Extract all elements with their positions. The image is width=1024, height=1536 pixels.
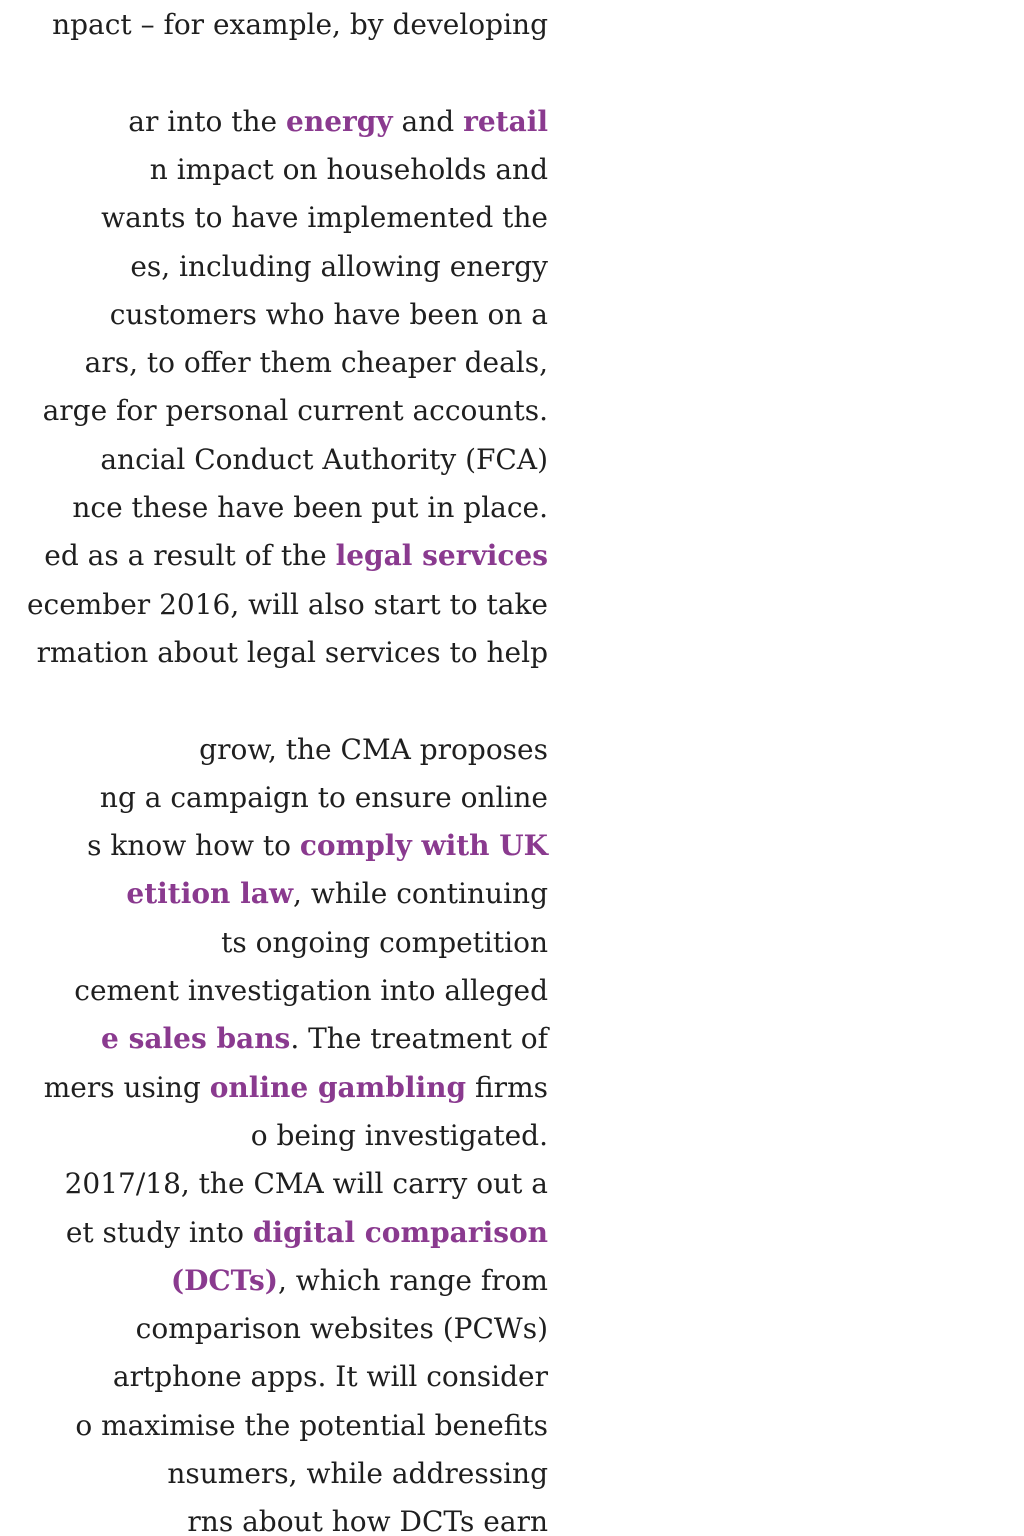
- text-line: [113, 1353, 548, 1401]
- text-segment: npact – for example, by developing: [52, 8, 548, 41]
- text-line: [199, 726, 548, 774]
- highlighted-term: e sales bans: [101, 1022, 291, 1056]
- text-segment: es, including allowing energy: [130, 249, 548, 283]
- text-line: [27, 581, 548, 629]
- text-line: [101, 1015, 548, 1063]
- text-line: [171, 1257, 548, 1305]
- text-line: [65, 1160, 548, 1208]
- text-line: [43, 387, 548, 435]
- text-line: [100, 436, 548, 484]
- text-line: [221, 919, 548, 967]
- text-segment: ng a campaign to ensure online: [99, 780, 548, 814]
- text-segment: o being investigated.: [250, 1118, 548, 1152]
- text-line: [136, 1305, 548, 1353]
- text-segment: ancial Conduct Authority (FCA): [100, 442, 548, 476]
- highlighted-term: (DCTs): [170, 1263, 278, 1297]
- text-line: [74, 967, 548, 1015]
- highlighted-term: etition law: [126, 877, 294, 911]
- text-segment: ar into the: [128, 104, 287, 138]
- highlighted-term: retail: [463, 104, 548, 138]
- text-line: [187, 1498, 548, 1536]
- text-line: [87, 822, 548, 870]
- text-segment: arge for personal current accounts.: [42, 394, 548, 428]
- text-segment: o maximise the potential benefits: [75, 1408, 548, 1442]
- text-line: [130, 243, 548, 291]
- text-line: [100, 774, 548, 822]
- text-line: [44, 532, 548, 580]
- text-segment: rns about how DCTs earn: [187, 1505, 548, 1536]
- text-segment: customers who have been on a: [109, 297, 548, 331]
- text-line: [85, 339, 548, 387]
- text-segment: n impact on households and: [149, 152, 548, 186]
- text-segment: rmation about legal services to help: [36, 635, 548, 669]
- text-segment: nsumers, while addressing: [167, 1457, 548, 1490]
- text-segment: s know how to: [87, 829, 300, 863]
- text-line: [75, 1402, 548, 1450]
- text-segment: wants to have implemented the: [101, 201, 548, 235]
- text-line: [66, 1209, 548, 1257]
- text-line: [126, 870, 548, 918]
- text-segment: ts ongoing competition: [221, 925, 548, 959]
- text-line: [101, 194, 548, 242]
- text-segment: et study into: [65, 1215, 253, 1249]
- text-segment: mers using: [43, 1070, 210, 1104]
- text-segment: , which range from: [277, 1263, 548, 1297]
- text-segment: artphone apps. It will consider: [112, 1360, 548, 1394]
- text-segment: firms: [466, 1070, 548, 1104]
- text-line: [52, 1, 548, 49]
- text-line: [251, 1112, 548, 1160]
- highlighted-term: energy: [286, 104, 393, 138]
- text-line: [150, 146, 548, 194]
- highlighted-term: online gambling: [209, 1070, 467, 1104]
- text-segment: , while continuing: [293, 877, 548, 911]
- text-segment: grow, the CMA proposes: [199, 732, 548, 766]
- text-segment: ecember 2016, will also start to take: [26, 587, 548, 621]
- text-line: [72, 484, 548, 532]
- highlighted-term: digital comparison: [252, 1215, 548, 1249]
- text-segment: ars, to offer them cheaper deals,: [84, 346, 548, 380]
- text-segment: ed as a result of the: [44, 539, 336, 573]
- text-segment: cement investigation into alleged: [74, 974, 548, 1007]
- highlighted-term: legal services: [335, 539, 548, 573]
- text-segment: . The treatment of: [290, 1022, 548, 1056]
- text-segment: and: [392, 104, 464, 138]
- text-line: [167, 1450, 548, 1498]
- text-line: [110, 291, 548, 339]
- text-line: [37, 629, 548, 677]
- text-line: [128, 98, 548, 146]
- text-segment: comparison websites (PCWs): [135, 1312, 548, 1346]
- highlighted-term: comply with UK: [299, 829, 548, 863]
- text-line: [44, 1064, 548, 1112]
- text-segment: 2017/18, the CMA will carry out a: [64, 1167, 548, 1201]
- text-segment: nce these have been put in place.: [72, 491, 548, 524]
